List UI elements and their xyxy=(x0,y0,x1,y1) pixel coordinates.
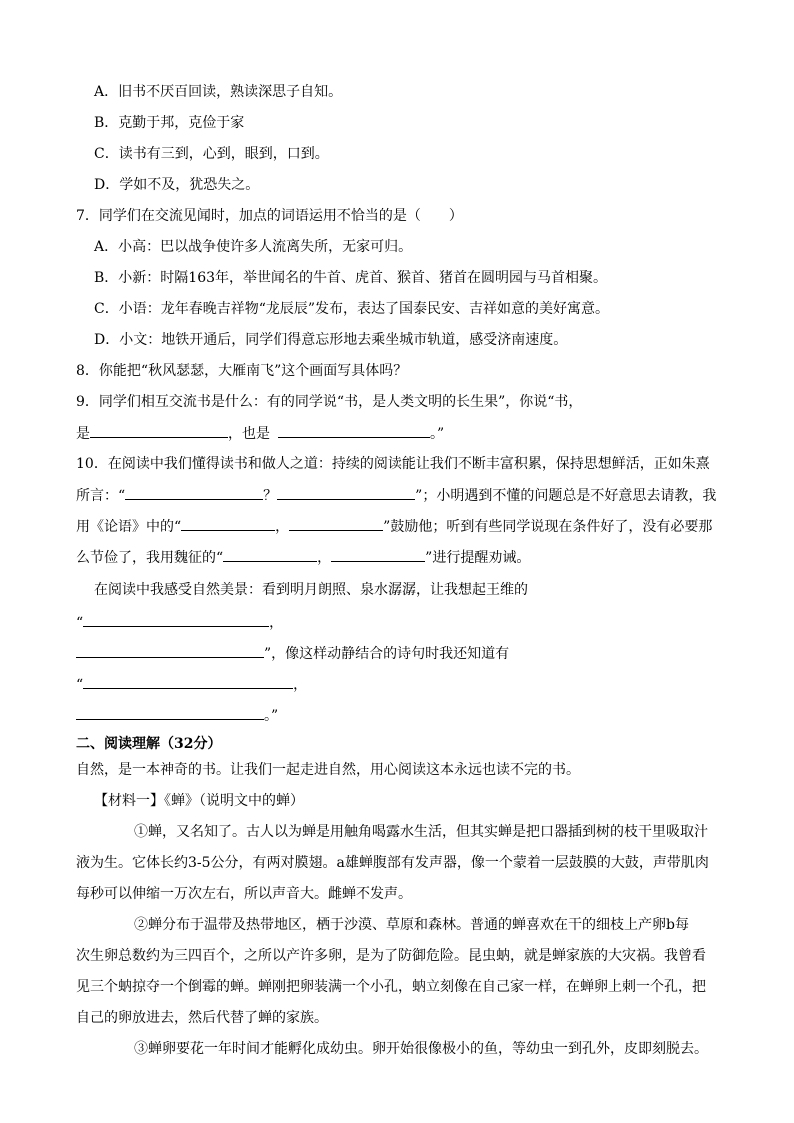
q6-option-a: A．旧书不厌百回读，熟读深思子自知。 xyxy=(94,84,343,100)
q9-blank-2[interactable] xyxy=(278,423,430,438)
section-2-intro: 自然，是一本神奇的书。让我们一起走进自然，用心阅读这本永远也读不完的书。 xyxy=(76,762,580,778)
q6-option-d: D．学如不及，犹恐失之。 xyxy=(94,177,260,193)
q10-line-5: 在阅读中我感受自然美景：看到明月朗照、泉水潺潺，让我想起王维的 xyxy=(94,582,528,598)
q7-stem: 7．同学们在交流见闻时，加点的词语运用不恰当的是（ ） xyxy=(76,208,463,224)
passage-p3-line-1: ③蝉卵要花一年时间才能孵化成幼虫。卵开始很像极小的鱼，等幼虫一到孔外，皮即刻脱去。 xyxy=(134,1041,708,1057)
q9-text-a: 是 xyxy=(76,426,90,442)
q7-option-c: C．小语：龙年春晚吉祥物“龙辰辰”发布，表达了国泰民安、吉祥如意的美好寓意。 xyxy=(94,301,610,317)
q9-stem: 9．同学们相互交流书是什么：有的同学说“书，是人类文明的长生果”，你说“书， xyxy=(76,394,583,410)
q9-text-c: 。” xyxy=(430,426,445,442)
section-2-title: 二、阅读理解（32分） xyxy=(76,736,222,752)
q10-blank-9[interactable] xyxy=(83,674,293,689)
q10-l3-b: ， xyxy=(275,519,290,535)
q10-line-8 xyxy=(76,674,307,695)
q6-option-b: B．克勤于邦，克俭于家 xyxy=(94,115,245,131)
q7-option-d: D．小文：地铁开通后，同学们得意忘形地去乘坐城市轨道，感受济南速度。 xyxy=(94,332,568,348)
q6-option-c: C．读书有三到，心到，眼到，口到。 xyxy=(94,146,329,162)
passage-p1-line-2: 液为生。它体长约3-5公分，有两对膜翅。a雄蝉腹部有发声器，像一个蒙着一层鼓膜的大鼓，声带肌肉 xyxy=(76,855,709,871)
q10-blank-10[interactable] xyxy=(76,705,264,720)
passage-p2-line-4: 自己的卵放进去，然后代替了蝉的家族。 xyxy=(76,1010,328,1026)
q10-blank-7[interactable] xyxy=(83,612,269,627)
q10-l3-a: 用《论语》中的“ xyxy=(76,519,182,535)
passage-p2-line-3: 见三个蚋掠夺一个倒霉的蝉。蝉刚把卵装满一个小孔，蚋立刻像在自己家一样，在蝉卵上刺一个孔，把 xyxy=(76,979,706,995)
q10-line-4 xyxy=(76,547,530,568)
q7-option-b: B．小新：时隔163年，举世闻名的牛首、虎首、猴首、猪首在圆明园与马首相聚。 xyxy=(94,270,608,286)
q10-line-2 xyxy=(76,485,716,506)
q10-line-6 xyxy=(76,612,283,633)
passage-p2-line-1: ②蝉分布于温带及热带地区，栖于沙漠、草原和森林。普通的蝉喜欢在干的细枝上产卵b每 xyxy=(134,917,689,933)
q10-blank-2[interactable] xyxy=(277,485,415,500)
q10-blank-1[interactable] xyxy=(125,485,263,500)
q9-text-b: ，也是 xyxy=(228,426,270,442)
q10-l2-a: 所言：“ xyxy=(76,488,126,504)
q10-l3-c: ”鼓励他；听到有些同学说现在条件好了，没有必要那 xyxy=(383,519,713,535)
q9-blank-1[interactable] xyxy=(90,423,228,438)
q10-l2-c: ”；小明遇到不懂的问题总是不好意思去请教，我 xyxy=(415,488,717,504)
q10-blank-4[interactable] xyxy=(289,516,383,531)
material-1-label: 【材料一】《蝉》（说明文中的蝉） xyxy=(94,793,304,809)
passage-p2-line-2: 次生卵总数约为三四百个，之所以产许多卵，是为了防御危险。昆虫蚋，就是蝉家族的大灾祸。我曾看 xyxy=(76,948,706,964)
q10-line-3 xyxy=(76,516,712,537)
q10-stem: 10．在阅读中我们懂得读书和做人之道：持续的阅读能让我们不断丰富积累，保持思想鲜活，正如朱熹 xyxy=(76,456,710,472)
q10-l4-a: 么节俭了，我用魏征的“ xyxy=(76,550,224,566)
q10-blank-3[interactable] xyxy=(181,516,275,531)
passage-p1-line-1: ①蝉，又名知了。古人以为蝉是用触角喝露水生活，但其实蝉是把口器插到树的枝干里吸取汁 xyxy=(134,824,708,840)
q10-line-7 xyxy=(76,643,509,664)
q10-line-9 xyxy=(76,705,278,726)
q10-l6-b: ， xyxy=(269,615,284,631)
q8-stem: 8．你能把“秋风瑟瑟，大雁南飞”这个画面写具体吗？ xyxy=(76,363,408,379)
q10-l2-b: ？ xyxy=(263,488,278,504)
q10-blank-6[interactable] xyxy=(331,547,425,562)
q10-l9-b: 。” xyxy=(264,708,279,724)
q10-l6-a: “ xyxy=(76,615,84,631)
q7-option-a: A．小高：巴以战争使许多人流离失所，无家可归。 xyxy=(94,239,413,255)
q9-answer-line xyxy=(76,423,444,444)
q10-blank-8[interactable] xyxy=(76,643,264,658)
q10-l7-b: ”，像这样动静结合的诗句时我还知道有 xyxy=(264,646,510,662)
q10-l8-b: ， xyxy=(293,677,308,693)
q10-l4-b: ， xyxy=(317,550,332,566)
q10-l8-a: “ xyxy=(76,677,84,693)
q10-l4-c: ”进行提醒劝诫。 xyxy=(425,550,531,566)
passage-p1-line-3: 每秒可以伸缩一万次左右，所以声音大。雌蝉不发声。 xyxy=(76,886,412,902)
q10-blank-5[interactable] xyxy=(223,547,317,562)
